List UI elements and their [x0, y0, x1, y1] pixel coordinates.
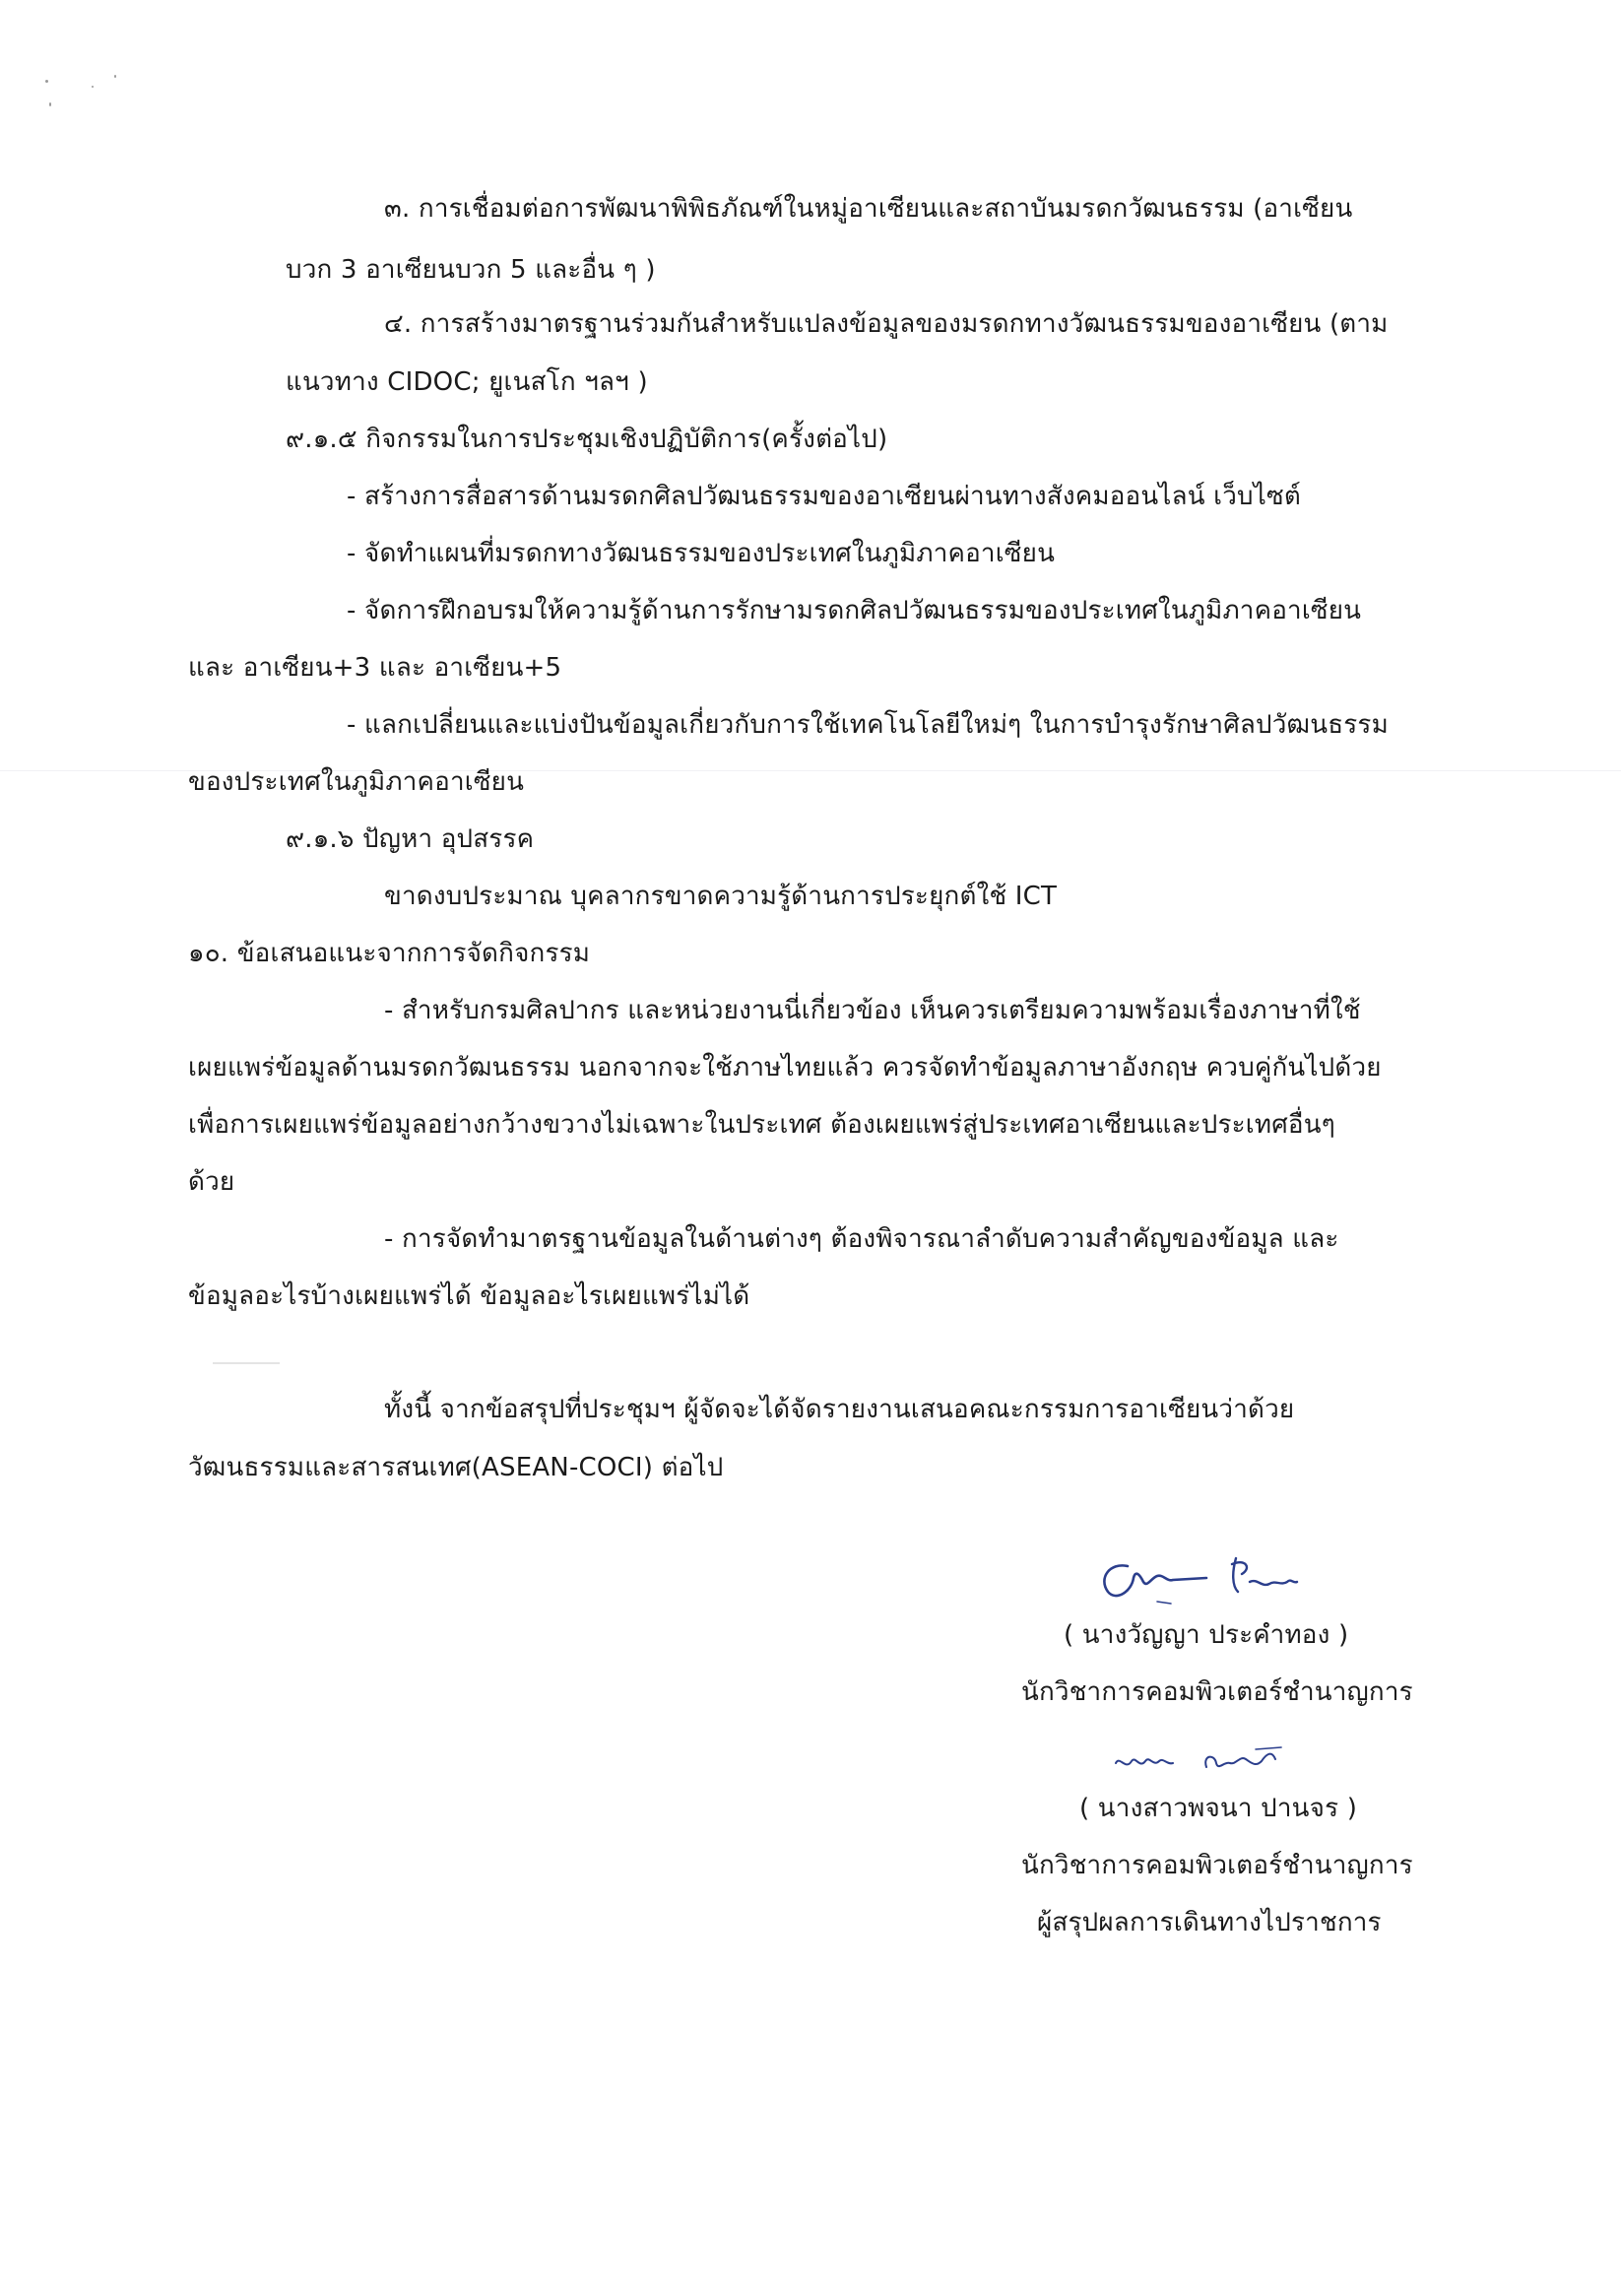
signatory-1-name: ( นางวัญญา ประคำทอง ) [1064, 1620, 1349, 1650]
scan-mark [213, 1362, 280, 1364]
body-line-18: ด้วย [188, 1167, 235, 1197]
bullet-heritage-map: - จัดทำแผนที่มรดกทางวัฒนธรรมของประเทศในภูมิภาคอาเซียน [347, 539, 1056, 568]
body-line-13: ขาดงบประมาณ บุคลากรขาดความรู้ด้านการประยุกต์ใช้ ICT [384, 882, 1058, 911]
bullet-technology-exchange: - แลกเปลี่ยนและแบ่งปันข้อมูลเกี่ยวกับการใช้เทคโนโลยีใหม่ๆ ในการบำรุงรักษาศิลปวัฒนธรรม [347, 710, 1389, 740]
body-line-2: บวก 3 อาเซียนบวก 5 และอื่น ๆ ) [286, 255, 656, 285]
body-line-11: ของประเทศในภูมิภาคอาเซียน [188, 767, 525, 797]
conclusion-line-1: ทั้งนี้ จากข้อสรุปที่ประชุมฯ ผู้จัดจะได้จัดรายงานเสนอคณะกรรมการอาเซียนว่าด้วย [384, 1395, 1295, 1424]
body-line-17: เพื่อการเผยแพร่ข้อมูลอย่างกว้างขวางไม่เฉพาะในประเทศ ต้องเผยแพร่สู่ประเทศอาเซียนและประเทศอื่นๆ [188, 1110, 1335, 1140]
body-line-1: ๓. การเชื่อมต่อการพัฒนาพิพิธภัณฑ์ในหมู่อาเซียนและสถาบันมรดกวัฒนธรรม (อาเซียน [384, 194, 1353, 224]
section-heading-10: ๑๐. ข้อเสนอแนะจากการจัดกิจกรรม [188, 939, 591, 968]
scan-speck [114, 75, 116, 78]
scan-speck [92, 86, 94, 88]
signatory-2-name: ( นางสาวพจนา ปานจร ) [1079, 1794, 1358, 1823]
body-line-3: ๔. การสร้างมาตรฐานร่วมกันสำหรับแปลงข้อมูลของมรดกทางวัฒนธรรมของอาเซียน (ตาม [384, 309, 1389, 339]
signature-2-handwriting [1108, 1741, 1325, 1781]
section-heading-9-1-5: ๙.๑.๕ กิจกรรมในการประชุมเชิงปฏิบัติการ(ครั้งต่อไป) [286, 425, 888, 454]
scan-speck [49, 102, 51, 106]
bullet-training: - จัดการฝึกอบรมให้ความรู้ด้านการรักษามรดกศิลปวัฒนธรรมของประเทศในภูมิภาคอาเซียน [347, 596, 1362, 625]
signature-1-handwriting [1088, 1548, 1325, 1607]
signatory-1-position: นักวิชาการคอมพิวเตอร์ชำนาญการ [1021, 1677, 1413, 1707]
bullet-data-standard: - การจัดทำมาตรฐานข้อมูลในด้านต่างๆ ต้องพิจารณาลำดับความสำคัญของข้อมูล และ [384, 1224, 1339, 1254]
body-line-20: ข้อมูลอะไรบ้างเผยแพร่ได้ ข้อมูลอะไรเผยแพร่ไม่ได้ [188, 1281, 750, 1311]
scan-speck [45, 80, 48, 83]
body-line-16: เผยแพร่ข้อมูลด้านมรดกวัฒนธรรม นอกจากจะใช้ภาษไทยแล้ว ควรจัดทำข้อมูลภาษาอังกฤษ ควบคู่กันไปด้วย [188, 1053, 1382, 1082]
section-heading-9-1-6: ๙.๑.๖ ปัญหา อุปสรรค [286, 824, 535, 854]
conclusion-line-2: วัฒนธรรมและสารสนเทศ(ASEAN-COCI) ต่อไป [188, 1453, 724, 1482]
signatory-2-position: นักวิชาการคอมพิวเตอร์ชำนาญการ [1021, 1851, 1413, 1880]
body-line-9: และ อาเซียน+3 และ อาเซียน+5 [188, 653, 562, 683]
signatory-2-role: ผู้สรุปผลการเดินทางไปราชการ [1037, 1908, 1382, 1937]
bullet-fine-arts-dept: - สำหรับกรมศิลปากร และหน่วยงานนี่เกี่ยวข้อง เห็นควรเตรียมความพร้อมเรื่องภาษาที่ใช้ [384, 996, 1361, 1025]
body-line-4: แนวทาง CIDOC; ยูเนสโก ฯลฯ ) [286, 367, 648, 397]
bullet-online-communication: - สร้างการสื่อสารด้านมรดกศิลปวัฒนธรรมของอาเซียนผ่านทางสังคมออนไลน์ เว็บไซต์ [347, 482, 1301, 511]
